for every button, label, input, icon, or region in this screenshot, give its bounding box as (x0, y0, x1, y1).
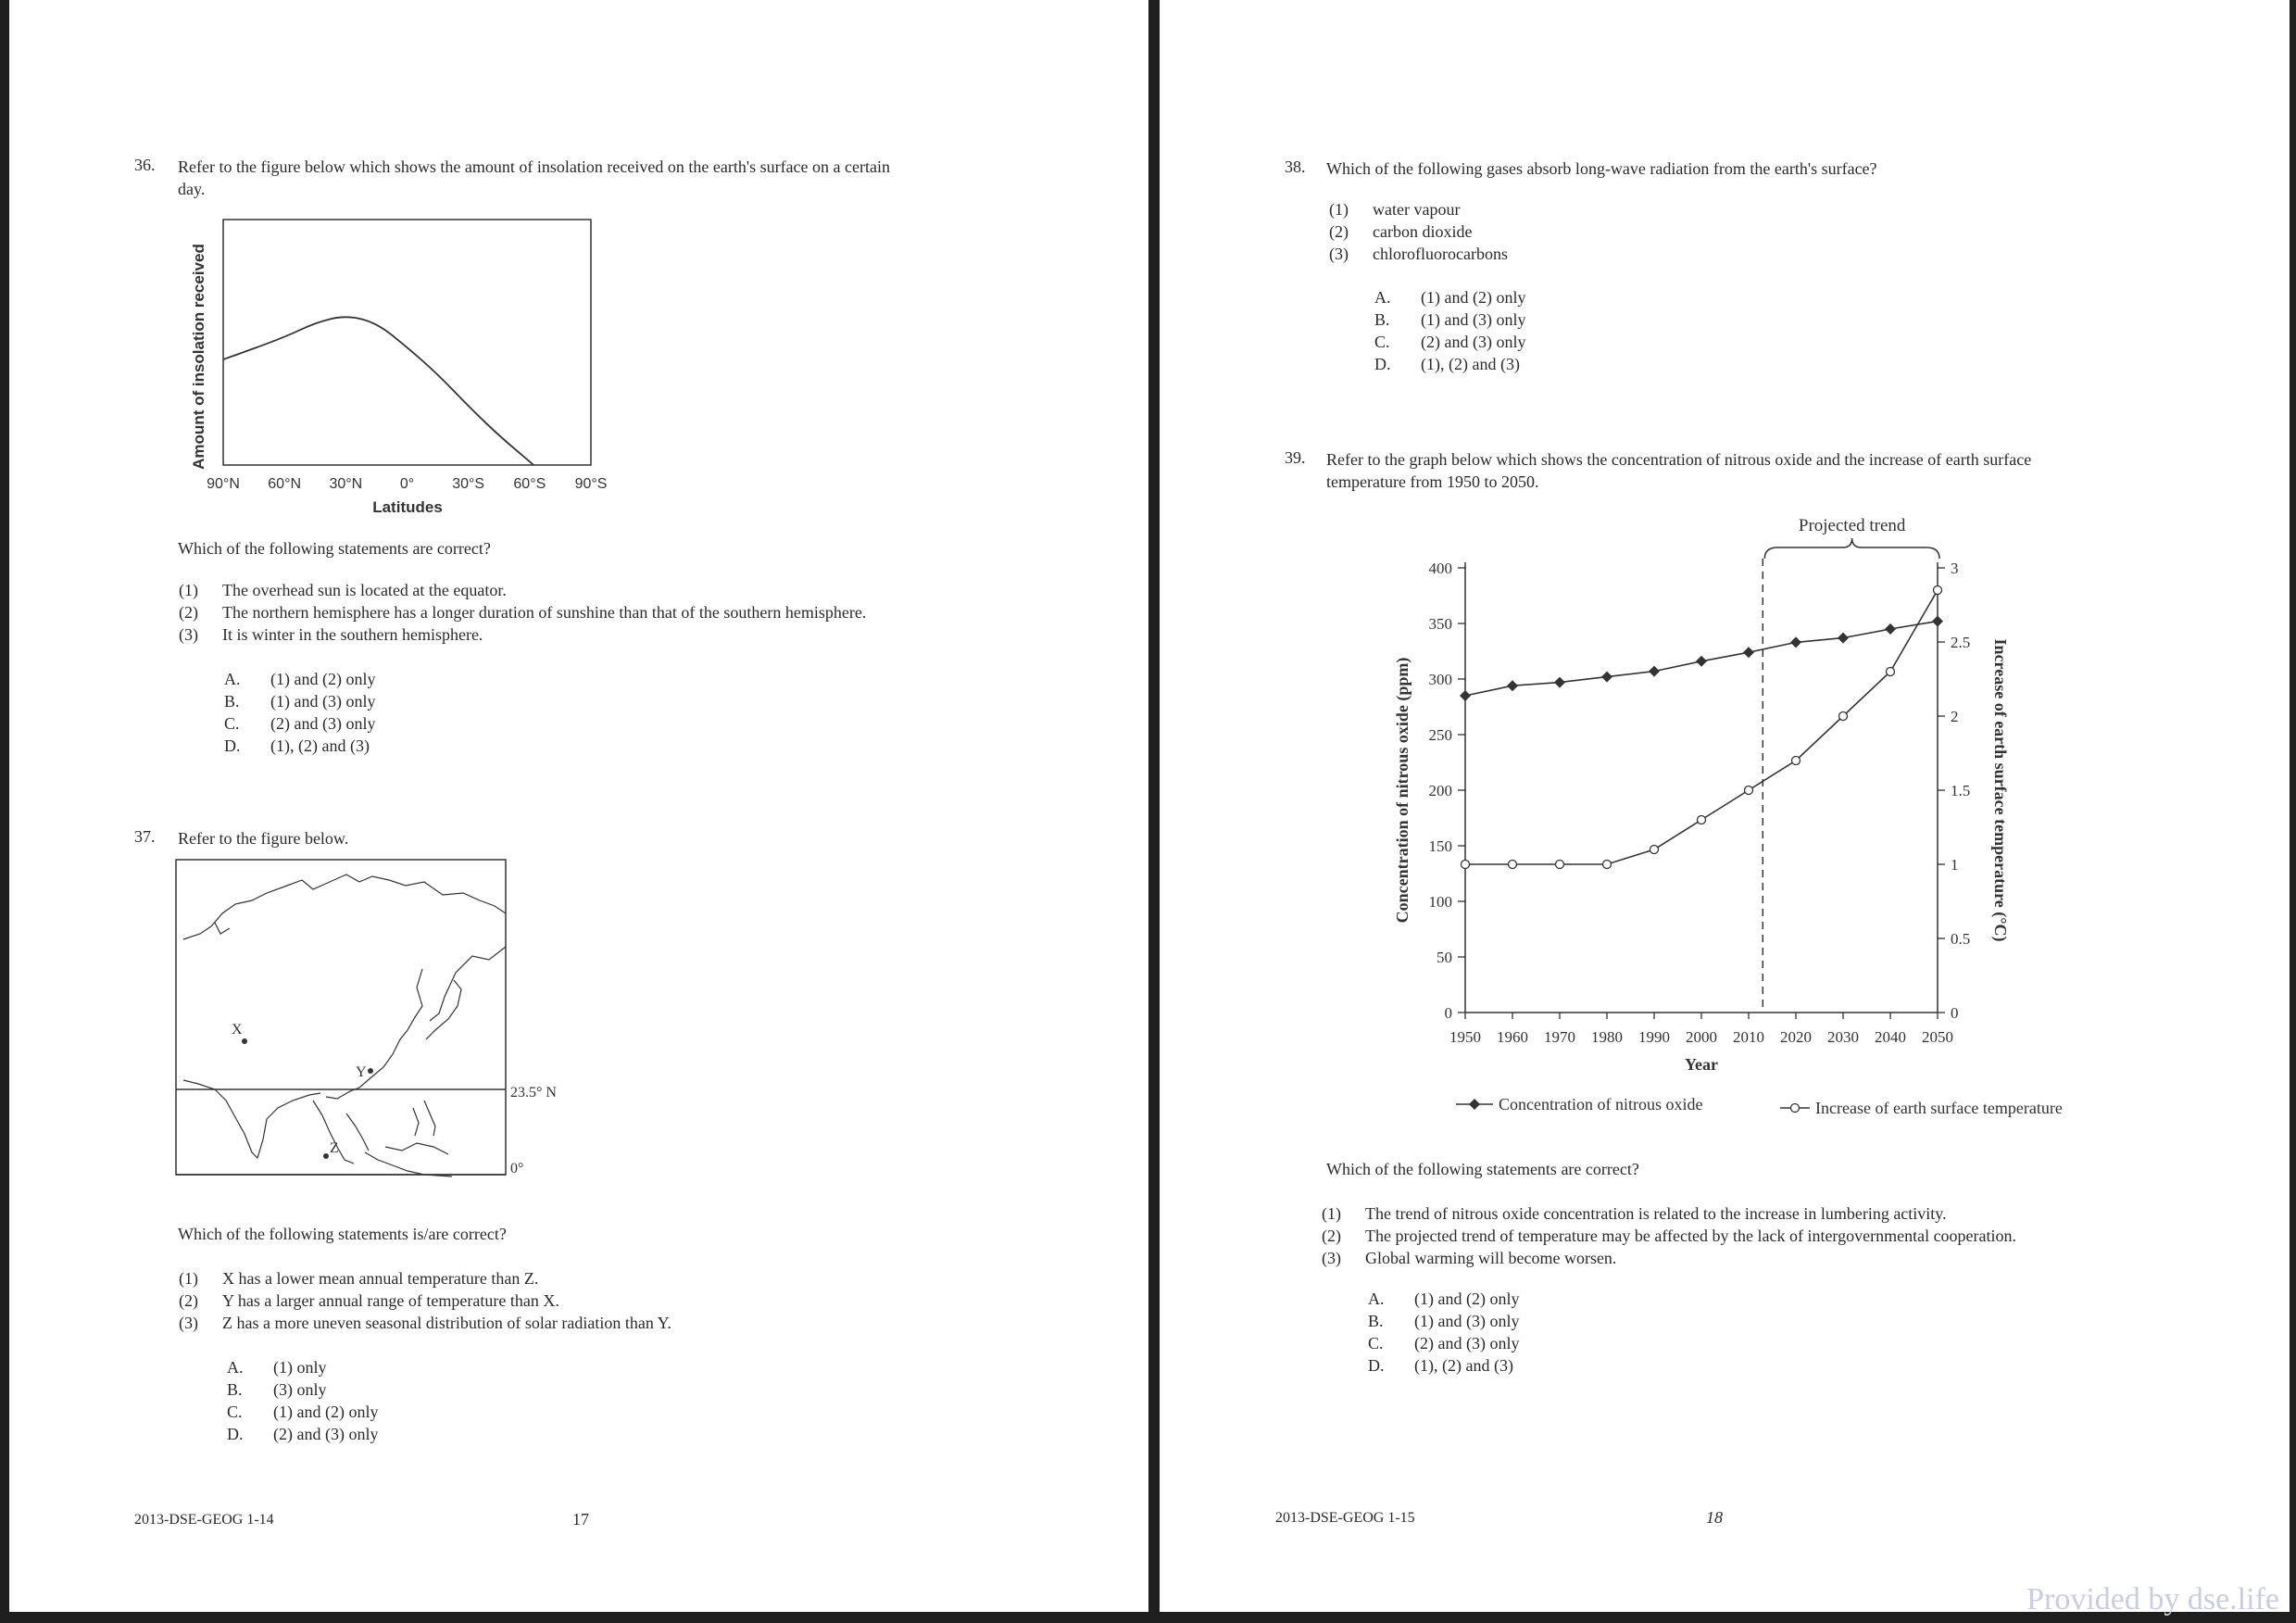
statement-item (179, 1314, 671, 1333)
statement-text: X has a lower mean annual temperature than Z. (222, 1269, 539, 1288)
left-tick-label: 50 (1437, 949, 1452, 966)
option-text: (1) and (2) only (1421, 288, 1526, 307)
temperature-point (1792, 757, 1800, 765)
statement-text: Y has a larger annual range of temperature than X. (222, 1291, 559, 1310)
option-key: C. (227, 1403, 243, 1421)
temperature-point (1745, 786, 1753, 795)
statement-text: Global warming will become worsen. (1365, 1249, 1617, 1267)
x-tick-label: 2000 (1686, 1028, 1717, 1046)
option-text: (1), (2) and (3) (1421, 355, 1520, 373)
answer-option (1368, 1356, 1513, 1376)
answer-option (1374, 333, 1525, 352)
option-key: B. (227, 1380, 243, 1399)
y-axis-label: Amount of insolation received (190, 244, 207, 470)
answer-option (224, 670, 375, 689)
statement-text: The northern hemisphere has a longer duration of sunshine than that of the southern hemisphere. (222, 603, 867, 622)
temperature-point (1887, 668, 1895, 676)
answer-option (224, 714, 375, 734)
statement-item (179, 603, 866, 623)
statement-text: The trend of nitrous oxide concentration is related to the increase in lumbering activity. (1365, 1204, 1947, 1223)
right-page (1160, 0, 2290, 1612)
answer-option (1368, 1312, 1519, 1331)
statement-text: The projected trend of temperature may be affected by the lack of intergovernmental cooperation. (1365, 1227, 2017, 1245)
answer-option (1374, 355, 1520, 374)
right-tick-label: 2 (1951, 708, 1959, 725)
statement-number: (2) (179, 603, 198, 622)
x-tick-label: 1970 (1544, 1028, 1575, 1046)
statement-item (1329, 245, 1508, 264)
question-number: 37. (134, 827, 156, 846)
statement-number: (2) (1322, 1227, 1341, 1245)
x-tick-label: 2010 (1733, 1028, 1764, 1046)
option-key: D. (1374, 355, 1391, 373)
option-text: (1) and (2) only (1414, 1290, 1520, 1308)
answer-option (227, 1358, 327, 1378)
answer-option (1368, 1290, 1519, 1309)
answer-option (227, 1380, 327, 1400)
x-tick-label: 2020 (1780, 1028, 1812, 1046)
x-tick-label: 2030 (1827, 1028, 1859, 1046)
statement-item (179, 1291, 559, 1311)
x-tick-label: 60°S (513, 476, 546, 492)
left-tick-label: 0 (1444, 1004, 1452, 1022)
nitrous-oxide-point (1838, 633, 1849, 644)
statement-number: (2) (1329, 222, 1349, 241)
point-y-label: Y (356, 1064, 367, 1080)
left-tick-label: 200 (1428, 782, 1452, 799)
temperature-point (1556, 861, 1564, 869)
point-y-marker (368, 1068, 373, 1074)
legend-label-temperature: Increase of earth surface temperature (1815, 1099, 2063, 1117)
insolation-chart (176, 208, 621, 528)
x-tick-label: 90°S (574, 476, 608, 492)
map-frame (176, 860, 506, 1175)
option-text: (1) only (273, 1358, 327, 1377)
statement-number: (1) (1329, 200, 1349, 219)
nitrous-oxide-point (1790, 636, 1801, 648)
question-stem: Refer to the figure below which shows the amount of insolation received on the earth's surface on a certain day. (178, 157, 890, 198)
question-stem: Which of the following gases absorb long-wave radiation from the earth's surface? (1326, 159, 1877, 178)
option-text: (1) and (2) only (273, 1403, 379, 1421)
point-z-label: Z (330, 1140, 339, 1156)
projected-trend-brace (1764, 538, 1939, 559)
page-footer: 2013-DSE-GEOG 1-14 (134, 1512, 274, 1528)
option-key: B. (224, 692, 240, 711)
option-key: A. (1368, 1290, 1385, 1308)
statement-item (179, 1269, 538, 1289)
answer-option (227, 1403, 378, 1422)
left-page (9, 0, 1148, 1612)
option-key: C. (1374, 333, 1390, 351)
statement-number: (1) (1322, 1204, 1341, 1223)
temperature-point (1839, 712, 1848, 721)
x-tick-label: 30°S (452, 476, 485, 492)
option-text: (1) and (3) only (270, 692, 376, 711)
answer-option (224, 692, 375, 711)
question-number: 39. (1285, 448, 1306, 467)
legend-label-nitrous: Concentration of nitrous oxide (1499, 1095, 1703, 1113)
statement-item (179, 625, 483, 645)
statement-item (1322, 1249, 1616, 1268)
question-number: 36. (134, 156, 156, 174)
watermark-text: Provided by dse.life (2026, 1582, 2279, 1617)
right-y-axis-label: Increase of earth surface temperature (°C) (1991, 638, 2010, 942)
option-text: (2) and (3) only (270, 714, 376, 733)
x-axis-label: Year (1685, 1055, 1718, 1074)
right-tick-label: 0 (1951, 1004, 1959, 1022)
asia-map (174, 858, 582, 1205)
temperature-point (1698, 816, 1706, 824)
answer-option (227, 1425, 378, 1444)
option-key: D. (1368, 1356, 1385, 1375)
x-tick-label: 60°N (268, 476, 302, 492)
option-key: D. (227, 1425, 244, 1443)
nitrous-oxide-point (1649, 666, 1660, 677)
statement-text: The overhead sun is located at the equator. (222, 581, 507, 599)
option-text: (1), (2) and (3) (270, 736, 370, 755)
question-prompt: Which of the following statements is/are correct? (178, 1225, 507, 1243)
statement-item (1322, 1204, 1947, 1224)
option-text: (2) and (3) only (1421, 333, 1526, 351)
temperature-point (1603, 861, 1612, 869)
option-text: (3) only (273, 1380, 327, 1399)
x-tick-label: 1960 (1497, 1028, 1528, 1046)
statement-number: (1) (179, 1269, 198, 1288)
statement-item (1329, 222, 1472, 242)
right-tick-label: 3 (1951, 560, 1959, 577)
series-layer (1460, 586, 1943, 869)
answer-option (224, 736, 370, 756)
question-prompt: Which of the following statements are correct? (1326, 1160, 1639, 1178)
option-text: (2) and (3) only (1414, 1334, 1520, 1352)
statement-number: (3) (179, 1314, 198, 1332)
plot-frame (223, 220, 591, 465)
question-prompt: Which of the following statements are correct? (178, 539, 491, 558)
statement-number: (3) (1329, 245, 1349, 263)
legend-circle-marker (1791, 1104, 1800, 1113)
question-stem: Refer to the graph below which shows the concentration of nitrous oxide and the increase of earth surface temperature from 1950 to 2050. (1326, 450, 2032, 491)
nitrous-oxide-point (1507, 680, 1518, 691)
nitrous-oxide-point (1696, 656, 1707, 667)
x-tick-label: 30°N (329, 476, 363, 492)
option-key: C. (1368, 1334, 1384, 1352)
statement-text: carbon dioxide (1373, 222, 1473, 241)
page-number: 18 (1706, 1508, 1723, 1527)
statement-number: (1) (179, 581, 198, 599)
option-key: A. (1374, 288, 1391, 307)
right-tick-label: 1 (1951, 856, 1959, 874)
projected-trend-label: Projected trend (1798, 516, 1906, 535)
temperature-point (1650, 846, 1659, 854)
page-number: 17 (572, 1510, 589, 1529)
point-x-marker (242, 1038, 247, 1044)
page-footer: 2013-DSE-GEOG 1-15 (1275, 1510, 1415, 1526)
statement-number: (3) (1322, 1249, 1341, 1267)
question-stem: Refer to the figure below. (178, 829, 349, 848)
right-tick-label: 0.5 (1951, 930, 1971, 948)
point-x-label: X (232, 1022, 243, 1038)
statement-text: chlorofluorocarbons (1373, 245, 1508, 263)
answer-option (1368, 1334, 1519, 1353)
answer-option (1374, 288, 1525, 308)
right-tick-label: 1.5 (1951, 782, 1971, 799)
right-tick-label: 2.5 (1951, 634, 1971, 651)
nitrous-oxide-point (1932, 616, 1943, 627)
statement-text: water vapour (1373, 200, 1461, 219)
x-tick-label: 1990 (1638, 1028, 1670, 1046)
option-key: B. (1374, 310, 1390, 329)
statement-item (179, 581, 507, 600)
nitrous-oxide-chart (1373, 505, 2132, 1135)
chart-legend (1456, 1095, 2063, 1117)
statement-text: Z has a more uneven seasonal distribution of solar radiation than Y. (222, 1314, 671, 1332)
x-tick-label: 2050 (1922, 1028, 1953, 1046)
left-tick-label: 400 (1428, 560, 1452, 577)
option-key: B. (1368, 1312, 1384, 1330)
map-labels (232, 1022, 557, 1176)
x-tick-labels (207, 476, 607, 492)
option-key: A. (227, 1358, 244, 1377)
temperature-point (1509, 861, 1517, 869)
option-key: C. (224, 714, 240, 733)
x-tick-label: 1950 (1449, 1028, 1481, 1046)
nitrous-oxide-point (1743, 647, 1754, 658)
point-z-marker (323, 1153, 329, 1159)
question-number: 38. (1285, 157, 1306, 176)
left-y-axis-label: Concentration of nitrous oxide (ppm) (1393, 657, 1411, 924)
option-text: (2) and (3) only (273, 1425, 379, 1443)
legend-diamond-marker (1469, 1099, 1480, 1110)
left-tick-label: 300 (1428, 671, 1452, 688)
statement-item (1322, 1227, 2016, 1246)
tropic-label: 23.5° N (510, 1085, 557, 1101)
statement-number: (2) (179, 1291, 198, 1310)
left-tick-label: 150 (1428, 837, 1452, 855)
nitrous-oxide-point (1601, 672, 1612, 683)
option-key: D. (224, 736, 241, 755)
option-text: (1) and (2) only (270, 670, 376, 688)
nitrous-oxide-point (1460, 690, 1471, 701)
x-axis-label: Latitudes (372, 498, 443, 516)
option-text: (1), (2) and (3) (1414, 1356, 1513, 1375)
nitrous-oxide-point (1554, 677, 1565, 688)
statement-text: It is winter in the southern hemisphere. (222, 625, 483, 644)
statement-item (1329, 200, 1460, 220)
option-text: (1) and (3) only (1414, 1312, 1520, 1330)
temperature-point (1462, 861, 1470, 869)
x-tick-label: 2040 (1875, 1028, 1906, 1046)
x-tick-label: 90°N (207, 476, 240, 492)
answer-option (1374, 310, 1525, 330)
equator-label: 0° (510, 1161, 524, 1176)
x-tick-label: 0° (399, 476, 415, 492)
option-key: A. (224, 670, 241, 688)
temperature-point (1934, 586, 1942, 595)
left-tick-label: 250 (1428, 726, 1452, 744)
left-tick-label: 350 (1428, 615, 1452, 633)
option-text: (1) and (3) only (1421, 310, 1526, 329)
statement-number: (3) (179, 625, 198, 644)
nitrous-oxide-point (1885, 623, 1896, 635)
insolation-curve (223, 317, 533, 465)
x-tick-label: 1980 (1591, 1028, 1623, 1046)
left-tick-label: 100 (1428, 893, 1452, 911)
